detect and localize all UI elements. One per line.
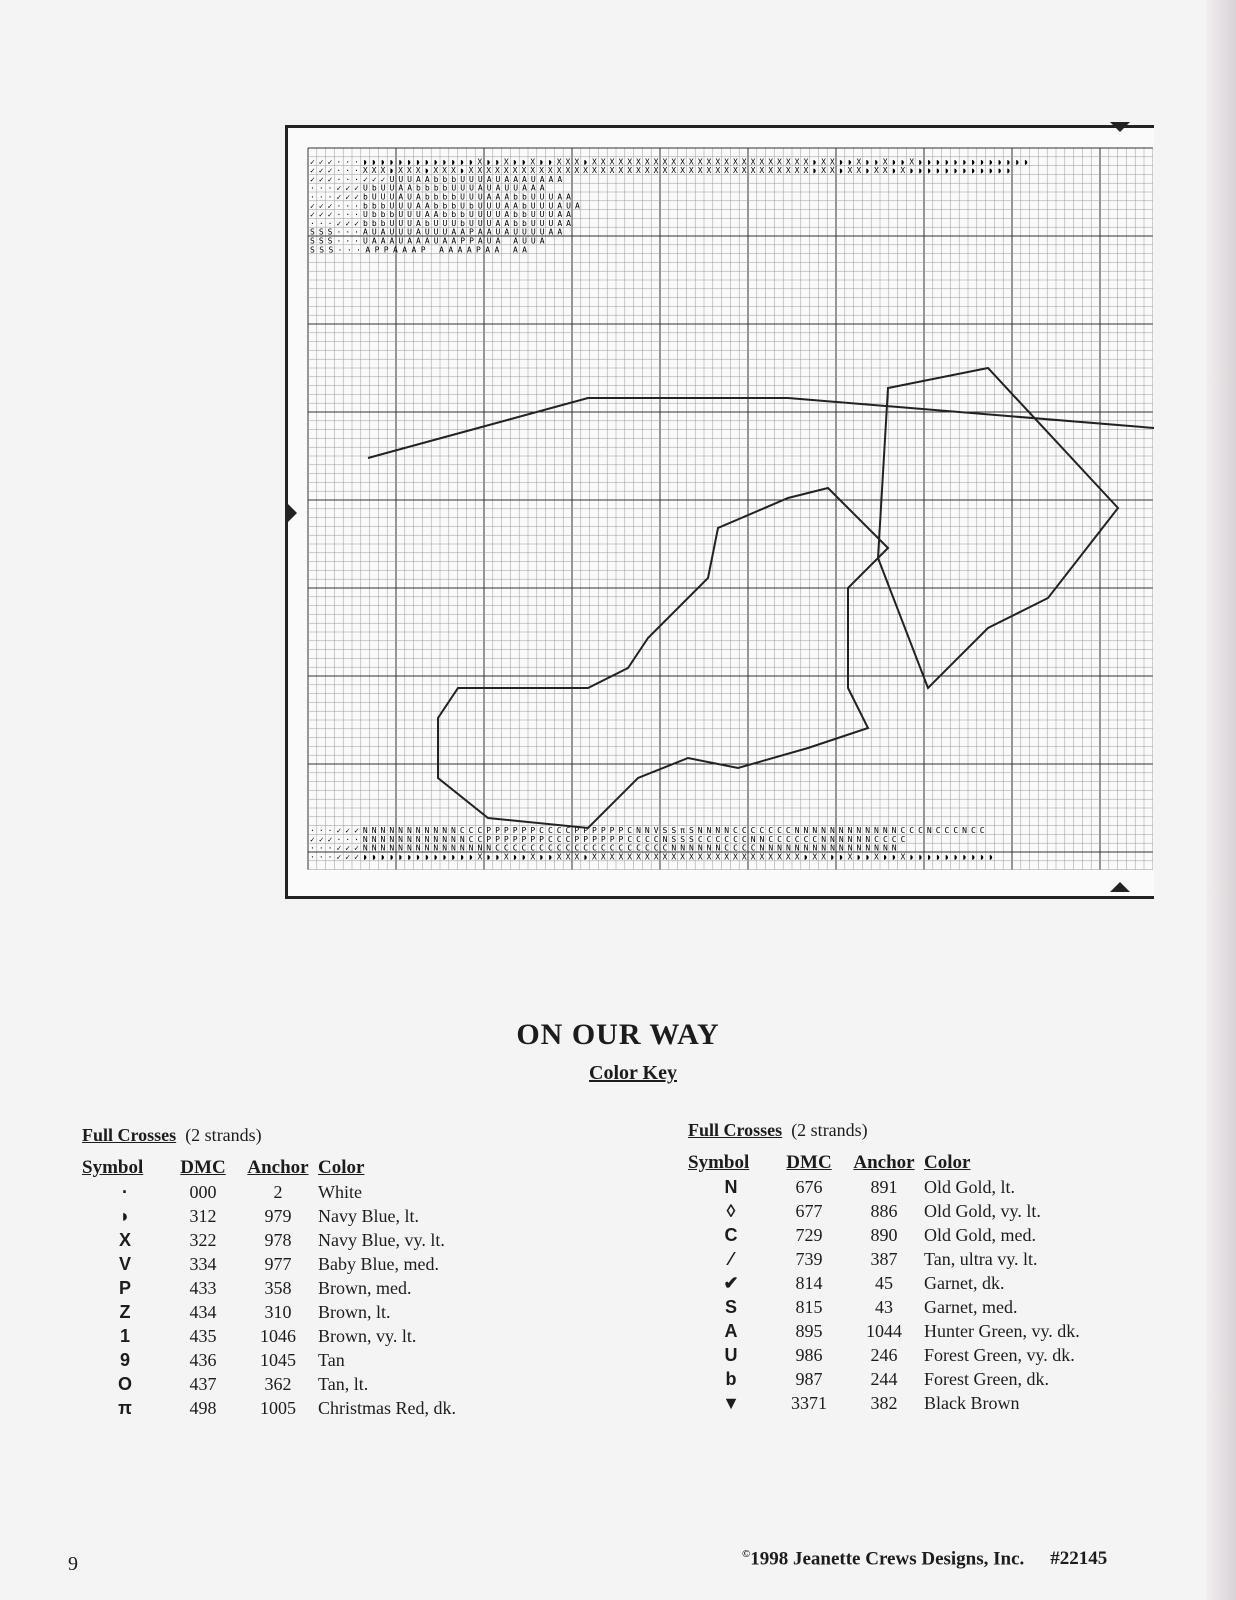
- key-color: Garnet, med.: [924, 1296, 1018, 1317]
- chart-grid: [288, 128, 1154, 896]
- page-number: 9: [68, 1553, 78, 1575]
- chart-symbol-row: ···✓✓✓bUUUAUAbbbbUUUAAAbbUUUAA: [310, 192, 571, 202]
- col-dmc: DMC: [786, 1152, 832, 1173]
- key-symbol: V: [118, 1253, 131, 1274]
- key-dmc: 434: [189, 1301, 217, 1322]
- key-anchor: 979: [264, 1205, 292, 1226]
- copyright-line: [742, 1548, 1107, 1570]
- key-note: (2 strands): [185, 1125, 262, 1145]
- key-color: Navy Blue, lt.: [318, 1205, 419, 1226]
- key-dmc: 000: [189, 1181, 217, 1202]
- col-symbol: Symbol: [82, 1157, 144, 1178]
- key-anchor: 387: [870, 1248, 898, 1269]
- key-dmc: 814: [795, 1272, 823, 1293]
- key-row: [82, 1348, 456, 1372]
- chart-symbol-row: ···✓✓✓NNNNNNNNNNNNNNNCCCCCCCCCCCCCCCCCCCCNNNNNNCCCCNNNNNNNNNNNNNNNN: [310, 843, 897, 853]
- key-dmc: 3371: [791, 1392, 827, 1413]
- key-anchor: 43: [875, 1296, 893, 1317]
- key-color: Brown, vy. lt.: [318, 1325, 417, 1346]
- key-row: [688, 1391, 1080, 1415]
- key-heading: Full Crosses: [688, 1120, 783, 1140]
- key-dmc: 729: [795, 1224, 823, 1245]
- key-row: [82, 1300, 456, 1324]
- key-dmc: 987: [795, 1368, 823, 1389]
- key-row: [688, 1343, 1080, 1367]
- col-color: Color: [318, 1157, 365, 1178]
- key-note: (2 strands): [791, 1120, 868, 1140]
- catalog-number: #22145: [1050, 1548, 1108, 1570]
- key-row: [82, 1204, 456, 1228]
- key-symbol: ⁄: [729, 1248, 733, 1269]
- key-dmc: 436: [189, 1349, 217, 1370]
- col-symbol: Symbol: [688, 1152, 750, 1173]
- key-dmc: 498: [189, 1397, 217, 1418]
- key-row: [688, 1295, 1080, 1319]
- backstitch-outline: [368, 368, 1154, 828]
- key-row: [82, 1180, 456, 1204]
- chart-symbol-row: SSS···UAAAUAAAUAAPPAUA AUUA: [310, 236, 545, 246]
- key-anchor: 45: [875, 1272, 893, 1293]
- chart-symbol-row: ✓✓✓···XXX◗XXX◗XXX◗XXXXXXXXXXXXXXXXXXXXXXXXXXXXXXXXXXXXXXX◗XX◗XX◗XX◗X◗◗◗◗◗◗◗◗◗◗◗◗: [310, 166, 1012, 176]
- key-color: Old Gold, lt.: [924, 1176, 1016, 1197]
- key-color: Baby Blue, med.: [318, 1253, 439, 1274]
- color-key-left: [82, 1125, 456, 1420]
- key-symbol: U: [724, 1344, 738, 1365]
- key-color: Navy Blue, vy. lt.: [318, 1229, 445, 1250]
- key-dmc: 312: [189, 1205, 217, 1226]
- key-color: Tan: [318, 1349, 345, 1370]
- key-dmc: 433: [189, 1277, 217, 1298]
- key-dmc: 435: [189, 1325, 217, 1346]
- key-color: Forest Green, dk.: [924, 1368, 1049, 1389]
- key-anchor: 891: [870, 1176, 898, 1197]
- key-symbol: ✔: [723, 1272, 739, 1293]
- key-anchor: 1044: [866, 1320, 902, 1341]
- color-key-heading: Color Key: [589, 1062, 677, 1084]
- key-row: [688, 1319, 1080, 1343]
- key-dmc: 815: [795, 1296, 823, 1317]
- key-anchor: 310: [264, 1301, 292, 1322]
- key-row: [82, 1276, 456, 1300]
- chart-symbol-row: ✓✓✓···◗◗◗◗◗◗◗◗◗◗◗◗◗X◗◗X◗◗X◗◗XXX◗XXXXXXXXXXXXXXXXXXXXXXXXX◗XX◗◗X◗◗X◗◗X◗◗◗◗◗◗◗◗◗◗◗◗◗: [310, 157, 1029, 167]
- chart-symbol-row: ···✓✓✓UbUUAAbbbbUUUAUAUUAAA: [310, 183, 545, 193]
- col-color: Color: [924, 1152, 971, 1173]
- key-symbol: ·: [122, 1181, 128, 1202]
- key-anchor: 890: [870, 1224, 898, 1245]
- cross-stitch-chart: [285, 125, 1154, 899]
- key-heading: Full Crosses: [82, 1125, 177, 1145]
- page-edge-shadow: [1206, 0, 1236, 1600]
- key-dmc: 986: [795, 1344, 823, 1365]
- key-dmc: 334: [189, 1253, 217, 1274]
- chart-symbol-row: SSS···APPAAAP AAAAPAA AA: [310, 245, 527, 255]
- col-dmc: DMC: [180, 1157, 226, 1178]
- key-symbol: π: [118, 1397, 132, 1418]
- key-dmc: 676: [795, 1176, 823, 1197]
- center-marker-bottom: [1110, 882, 1130, 892]
- key-color: Brown, med.: [318, 1277, 412, 1298]
- chart-symbol-row: ···✓✓✓NNNNNNNNNNNCCCPPPPPPCCCCPPPPPPCNNVSSπSNNNNCCCCCCCNNNNNNNNNNNNCCCNCCCNCC: [310, 826, 985, 836]
- key-symbol: b: [725, 1368, 737, 1389]
- key-anchor: 977: [264, 1253, 292, 1274]
- key-color: Garnet, dk.: [924, 1272, 1005, 1293]
- key-anchor: 358: [264, 1277, 292, 1298]
- key-row: [82, 1324, 456, 1348]
- key-symbol: Z: [119, 1301, 131, 1322]
- key-anchor: 1045: [260, 1349, 296, 1370]
- key-anchor: 2: [273, 1181, 283, 1202]
- key-row: [688, 1199, 1080, 1223]
- key-dmc: 322: [189, 1229, 217, 1250]
- key-dmc: 677: [795, 1200, 823, 1221]
- key-anchor: 886: [870, 1200, 898, 1221]
- key-row: [688, 1175, 1080, 1199]
- center-marker-left: [287, 503, 297, 523]
- key-dmc: 739: [795, 1248, 823, 1269]
- key-row: [82, 1228, 456, 1252]
- key-color: Old Gold, med.: [924, 1224, 1036, 1245]
- copyright-symbol: ©: [742, 1548, 751, 1560]
- key-anchor: 382: [870, 1392, 898, 1413]
- key-symbol: C: [724, 1224, 738, 1245]
- key-symbol: N: [724, 1176, 738, 1197]
- key-color: Forest Green, vy. dk.: [924, 1344, 1075, 1365]
- key-color: Black Brown: [924, 1392, 1020, 1413]
- chart-symbol-row: ✓✓✓···bbbUUUAAbbbUbUUUAAbUUUAUA: [310, 201, 580, 211]
- color-key-right: [688, 1120, 1080, 1415]
- chart-symbol-row: SSS···AUAUUUAUUUAAPAAUAUUUUAA: [310, 227, 563, 237]
- chart-symbol-row: ✓✓✓···✓✓✓UUUAAbbbUUUAUAAAUAAA: [310, 174, 563, 184]
- key-symbol: ◗: [119, 1205, 131, 1226]
- key-symbol: O: [117, 1373, 132, 1394]
- center-marker-top: [1110, 122, 1130, 132]
- key-symbol: S: [724, 1296, 737, 1317]
- key-color: White: [318, 1181, 362, 1202]
- key-row: [688, 1223, 1080, 1247]
- key-color: Tan, ultra vy. lt.: [924, 1248, 1038, 1269]
- key-dmc: 437: [189, 1373, 217, 1394]
- key-symbol: 1: [119, 1325, 130, 1346]
- chart-symbol-row: ✓✓✓···NNNNNNNNNNNNCCPPPPPPPCCCPPPPPPCCCCNSSSCCCCCCNNCCCCCCNNNNNNCCCC: [310, 834, 906, 844]
- key-row: [82, 1372, 456, 1396]
- key-anchor: 244: [870, 1368, 898, 1389]
- col-anchor: Anchor: [247, 1157, 309, 1178]
- chart-symbol-row: ···✓✓✓bbbUUUAbUUUbUUUAAbbUUUAA: [310, 218, 571, 228]
- col-anchor: Anchor: [853, 1152, 915, 1173]
- key-symbol: ◊: [726, 1200, 736, 1221]
- key-symbol: 9: [119, 1349, 130, 1370]
- key-dmc: 895: [795, 1320, 823, 1341]
- key-color: Old Gold, vy. lt.: [924, 1200, 1041, 1221]
- key-anchor: 246: [870, 1344, 898, 1365]
- key-row: [688, 1247, 1080, 1271]
- key-symbol: X: [118, 1229, 131, 1250]
- key-color: Hunter Green, vy. dk.: [924, 1320, 1080, 1341]
- key-anchor: 1005: [260, 1397, 296, 1418]
- key-row: [82, 1252, 456, 1276]
- key-symbol: A: [724, 1320, 738, 1341]
- key-anchor: 1046: [260, 1325, 296, 1346]
- copyright-text: 1998 Jeanette Crews Designs, Inc.: [750, 1548, 1025, 1570]
- key-row: [82, 1396, 456, 1420]
- key-symbol: ▼: [722, 1392, 740, 1413]
- key-color: Brown, lt.: [318, 1301, 391, 1322]
- key-symbol: P: [118, 1277, 131, 1298]
- key-row: [688, 1367, 1080, 1391]
- key-anchor: 362: [264, 1373, 292, 1394]
- key-anchor: 978: [264, 1229, 292, 1250]
- key-row: [688, 1271, 1080, 1295]
- chart-symbol-row: ✓✓✓···UbbbUUUAAbbbUUUUAbbUUUAA: [310, 210, 571, 220]
- color-key-table: [82, 1156, 456, 1420]
- pattern-title: ON OUR WAY: [516, 1018, 720, 1051]
- color-key-table: [688, 1151, 1080, 1415]
- key-color: Christmas Red, dk.: [318, 1397, 456, 1418]
- chart-symbol-row: ···✓✓✓◗◗◗◗◗◗◗◗◗◗◗◗◗X◗◗X◗◗X◗◗XXX◗XXXXXXXXXXXXXXXXXXXXXXXX◗XX◗◗X◗◗X◗◗X◗◗◗◗◗◗◗◗◗◗: [310, 852, 994, 862]
- key-color: Tan, lt.: [318, 1373, 369, 1394]
